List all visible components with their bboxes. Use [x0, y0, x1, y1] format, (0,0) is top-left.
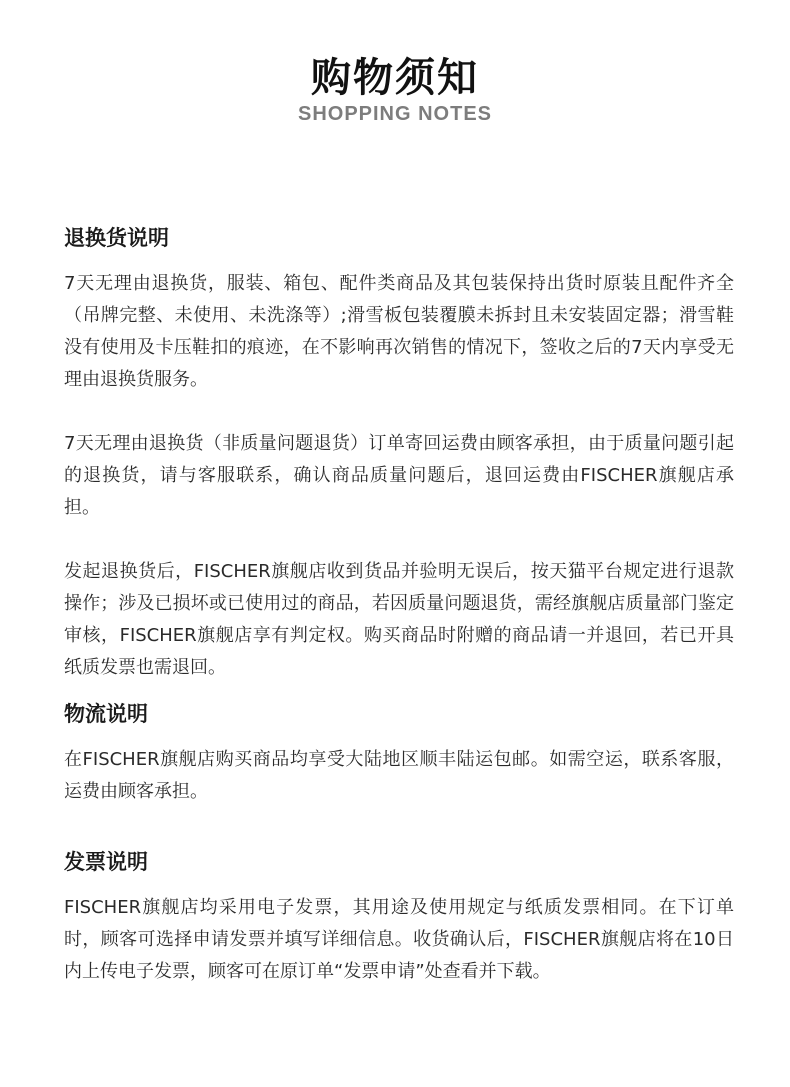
page-title: 购物须知 — [311, 55, 479, 101]
page-subtitle: SHOPPING NOTES — [297, 103, 493, 125]
invoice-paragraph: FISCHER旗舰店均采用电子发票，其用途及使用规定与纸质发票相同。在下订单时，顾客可选择申请发票并填写详细信息。收货确认后，FISCHER旗舰店将在10日内上传电子发票，顾客可在原订单“发票申请”处查看并下载。 — [64, 897, 734, 982]
returns-heading: 退换货说明 — [64, 226, 169, 250]
logistics-section — [64, 698, 734, 808]
returns-paragraph-2: 7天无理由退换货（非质量问题退货）订单寄回运费由顾客承担，由于质量问题引起的退换货，请与客服联系，确认商品质量问题后，退回运费由FISCHER旗舰店承担。 — [64, 433, 734, 518]
invoice-section — [64, 846, 734, 988]
returns-section — [64, 222, 734, 684]
invoice-heading: 发票说明 — [64, 850, 148, 874]
returns-paragraph-1: 7天无理由退换货，服装、箱包、配件类商品及其包装保持出货时原装且配件齐全（吊牌完整、未使用、未洗涤等）;滑雪板包装覆膜未拆封且未安装固定器；滑雪鞋没有使用及卡压鞋扣的痕迹，在不影响再次销售的情况下，签收之后的7天内享受无理由退换货服务。 — [64, 273, 734, 390]
returns-paragraph-3: 发起退换货后，FISCHER旗舰店收到货品并验明无误后，按天猫平台规定进行退款操作；涉及已损坏或已使用过的商品，若因质量问题退货，需经旗舰店质量部门鉴定审核，FISCHER旗舰店享有判定权。购买商品时附赠的商品请一并退回，若已开具纸质发票也需退回。 — [64, 561, 734, 678]
logistics-paragraph: 在FISCHER旗舰店购买商品均享受大陆地区顺丰陆运包邮。如需空运，联系客服，运费由顾客承担。 — [64, 749, 734, 802]
logistics-heading: 物流说明 — [64, 702, 148, 726]
